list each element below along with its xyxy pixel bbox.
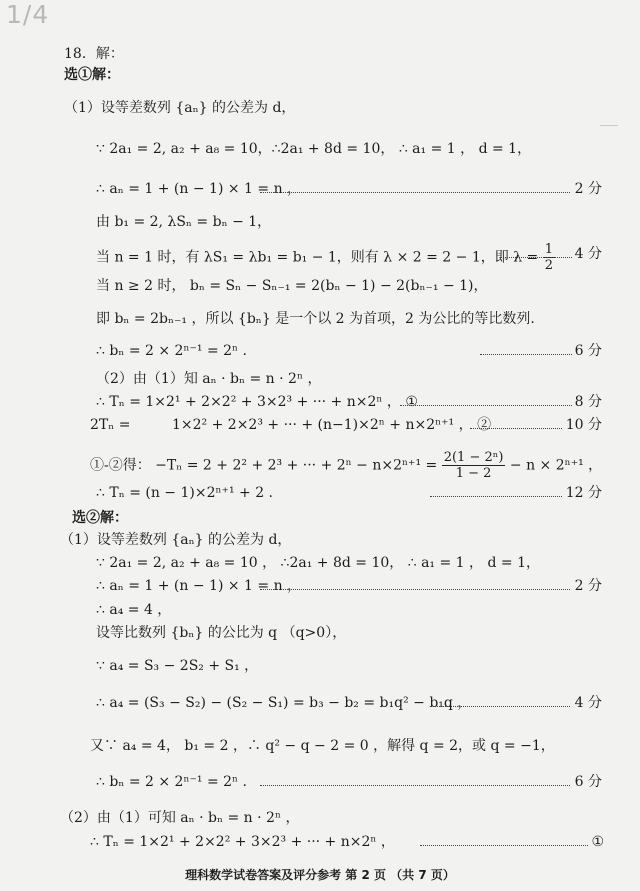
score-label: 4 分 xyxy=(574,695,602,711)
p2-line-1: （2）由（1）知 aₙ · bₙ = n · 2ⁿ ， xyxy=(96,371,322,387)
score-label: 4 分 xyxy=(574,246,602,262)
o2-line-9: ∴ bₙ = 2 × 2ⁿ⁻¹ = 2ⁿ . 6 分 xyxy=(0,770,640,794)
score-leader xyxy=(420,830,588,846)
o2-line-5: 设等比数列 {bₙ} 的公比为 q （q>0）， xyxy=(96,625,347,641)
o2-line-8: 又∵ a₄ = 4， b₁ = 2 ，∴ q² − q − 2 = 0 ，解得 q = 2，或 q = −1， xyxy=(90,738,555,754)
equation-marker: ① xyxy=(591,834,604,850)
page-footer: 理科数学试卷答案及评分参考 第 2 页 （共 7 页） xyxy=(185,868,455,882)
score-leader xyxy=(480,339,572,355)
score-leader xyxy=(500,242,572,258)
score-leader xyxy=(470,413,562,429)
o2-line-6: ∵ a₄ = S₃ − 2S₂ + S₁ ， xyxy=(96,658,259,674)
score-leader xyxy=(260,177,570,193)
o2-line-7: ∴ a₄ = (S₃ − S₂) − (S₂ − S₁) = b₃ − b₂ = b₁q² − b₁q ， 4 分 xyxy=(0,691,640,715)
score-label: 2 分 xyxy=(574,578,602,594)
score-label: 6 分 xyxy=(574,774,602,790)
score-label: 2 分 xyxy=(574,181,602,197)
p1-line-3: ∴ aₙ = 1 + (n − 1) × 1 = n ， 2 分 xyxy=(0,177,640,201)
page-indicator: 1/4 xyxy=(6,0,50,29)
o2-line-10: （2）由（1）可知 aₙ · bₙ = n · 2ⁿ ， xyxy=(60,810,300,826)
o2-line-1: （1）设等差数列 {aₙ} 的公差为 d， xyxy=(60,532,292,548)
score-label: 10 分 xyxy=(565,417,602,433)
p2-line-5: ∴ Tₙ = (n − 1)×2ⁿ⁺¹ + 2 . 12 分 xyxy=(0,481,640,505)
p1-line-6: 当 n ≥ 2 时， bₙ = Sₙ − Sₙ₋₁ = 2(bₙ − 1) − 2(bₙ₋₁ − 1)， xyxy=(96,278,488,294)
p1-line-8: ∴ bₙ = 2 × 2ⁿ⁻¹ = 2ⁿ . 6 分 xyxy=(0,339,640,363)
score-leader xyxy=(430,691,570,707)
p2-line-2: ∴ Tₙ = 1×2¹ + 2×2² + 3×2³ + ··· + n×2ⁿ ， ① 8 分 xyxy=(0,390,640,414)
score-label: 12 分 xyxy=(565,485,602,501)
score-leader xyxy=(260,574,570,590)
score-leader xyxy=(400,390,572,406)
p1-line-1: （1）设等差数列 {aₙ} 的公差为 d， xyxy=(64,100,296,116)
score-label: 8 分 xyxy=(574,394,602,410)
fraction-lambda: $\frac{1}{2}$ xyxy=(544,242,553,273)
p2-line-4: ①-②得： −Tₙ = 2 + 2² + 2³ + ··· + 2ⁿ − n×2ⁿ⁺¹ = $\frac{\text{2(1 − 2ⁿ)}}{1 - 2}$ − n × 2ⁿ⁺¹ ， xyxy=(90,450,603,481)
fraction-sum: $\frac{\text{2(1 − 2ⁿ)}}{1 - 2}$ xyxy=(443,450,504,481)
o2-line-11: ∴ Tₙ = 1×2¹ + 2×2² + 3×2³ + ··· + n×2ⁿ ， ① xyxy=(0,830,640,854)
scan-mark xyxy=(600,125,618,126)
o2-line-3: ∴ aₙ = 1 + (n − 1) × 1 = n ， 2 分 xyxy=(0,574,640,598)
score-leader xyxy=(260,770,570,786)
p1-line-5: 当 n = 1 时，有 λS₁ = λb₁ = b₁ − 1，则有 λ × 2 = 2 − 1，即 λ = $\frac{1}{2}$ 4 分 xyxy=(96,242,602,273)
score-label: 6 分 xyxy=(574,343,602,359)
score-leader xyxy=(430,481,562,497)
o2-line-4: ∴ a₄ = 4 ， xyxy=(96,602,172,618)
p1-line-7: 即 bₙ = 2bₙ₋₁ ，所以 {bₙ} 是一个以 2 为首项，2 为公比的等比数列. xyxy=(96,311,535,327)
option2-heading: 选②解： xyxy=(72,510,128,526)
problem-heading: 18．解： xyxy=(64,46,124,62)
p2-line-3: 2Tₙ = 1×2² + 2×2³ + ··· + (n−1)×2ⁿ + n×2ⁿ⁺¹ ， ② 10 分 xyxy=(0,413,640,437)
option1-heading: 选①解： xyxy=(64,67,120,83)
o2-line-2: ∵ 2a₁ = 2, a₂ + a₈ = 10 ， ∴2a₁ + 8d = 10， ∴ a₁ = 1 ， d = 1， xyxy=(96,555,540,571)
p1-line-4: 由 b₁ = 2, λSₙ = bₙ − 1， xyxy=(96,214,272,230)
p1-line-2: ∵ 2a₁ = 2, a₂ + a₈ = 10，∴2a₁ + 8d = 10， ∴ a₁ = 1 ， d = 1， xyxy=(96,141,532,157)
